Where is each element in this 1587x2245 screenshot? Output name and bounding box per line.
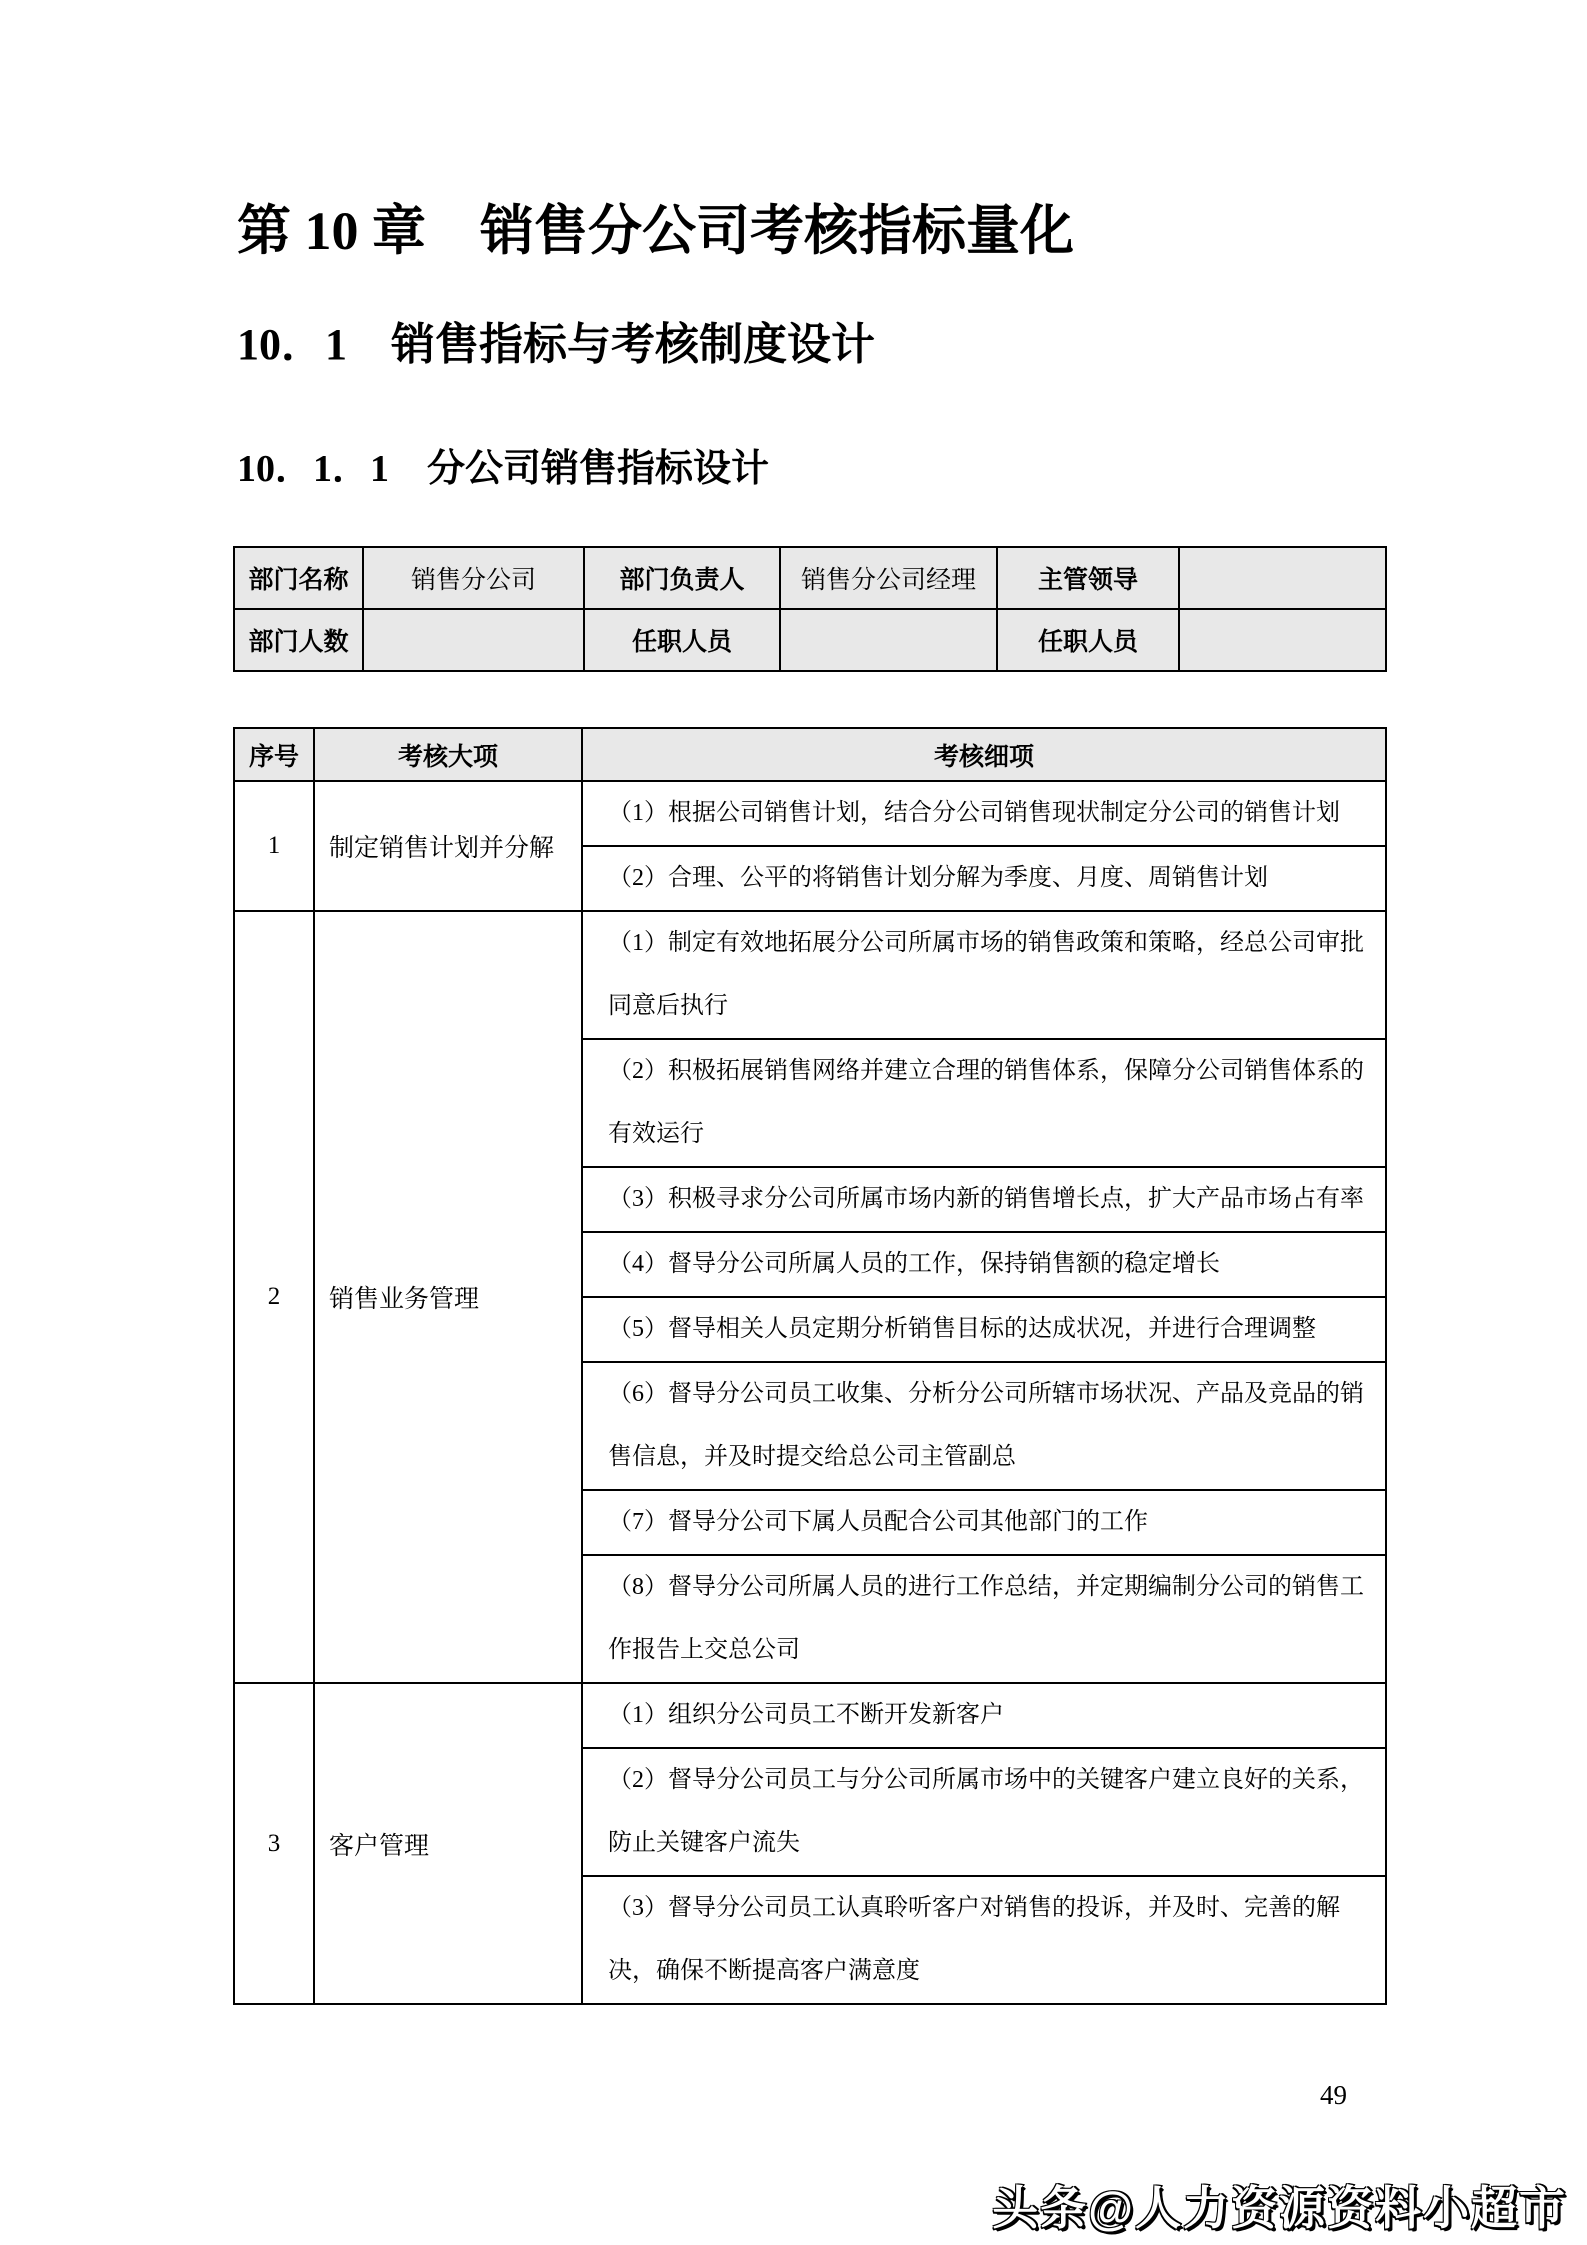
table-row [234,911,1386,1039]
dept-name-value: 销售分公司 [363,547,584,609]
incumbent-label-1: 任职人员 [584,609,780,671]
detail-cell: （5）督导相关人员定期分析销售目标的达成状况，并进行合理调整 [582,1297,1386,1362]
detail-cell: （1）组织分公司员工不断开发新客户 [582,1683,1386,1748]
detail-cell: （1）根据公司销售计划，结合分公司销售现状制定分公司的销售计划 [582,781,1386,846]
detail-cell: （4）督导分公司所属人员的工作，保持销售额的稳定增长 [582,1232,1386,1297]
dept-head-label: 部门负责人 [584,547,780,609]
detail-cell: （2）合理、公平的将销售计划分解为季度、月度、周销售计划 [582,846,1386,911]
detail-cell: （2）督导分公司员工与分公司所属市场中的关键客户建立良好的关系，防止关键客户流失 [582,1748,1386,1876]
dept-head-value: 销售分公司经理 [780,547,997,609]
section-title: 10．1 销售指标与考核制度设计 [237,320,875,369]
assessment-table [233,727,1387,2005]
detail-cell: （6）督导分公司员工收集、分析分公司所辖市场状况、产品及竞品的销售信息，并及时提交给总公司主管副总 [582,1362,1386,1490]
detail-cell: （3）积极寻求分公司所属市场内新的销售增长点，扩大产品市场占有率 [582,1167,1386,1232]
detail-cell: （8）督导分公司所属人员的进行工作总结，并定期编制分公司的销售工作报告上交总公司 [582,1555,1386,1683]
incumbent-label-2: 任职人员 [997,609,1179,671]
info-row-2 [234,609,1386,671]
dept-count-label: 部门人数 [234,609,363,671]
dept-count-value [363,609,584,671]
serial-cell: 3 [234,1683,314,2004]
serial-cell: 2 [234,911,314,1683]
detail-cell: （3）督导分公司员工认真聆听客户对销售的投诉，并及时、完善的解决，确保不断提高客户满意度 [582,1876,1386,2004]
header-category: 考核大项 [314,728,582,781]
header-serial: 序号 [234,728,314,781]
table-row [234,781,1386,846]
detail-cell: （1）制定有效地拓展分公司所属市场的销售政策和策略，经总公司审批同意后执行 [582,911,1386,1039]
page-number: 49 [1320,2080,1347,2110]
info-row-1 [234,547,1386,609]
category-cell: 制定销售计划并分解 [314,781,582,911]
detail-cell: （7）督导分公司下属人员配合公司其他部门的工作 [582,1490,1386,1555]
header-detail: 考核细项 [582,728,1386,781]
category-cell: 销售业务管理 [314,911,582,1683]
supervisor-label: 主管领导 [997,547,1179,609]
department-info-table [233,546,1387,672]
serial-cell: 1 [234,781,314,911]
table-row [234,1683,1386,1748]
detail-cell: （2）积极拓展销售网络并建立合理的销售体系，保障分公司销售体系的有效运行 [582,1039,1386,1167]
incumbent-value-2 [1179,609,1386,671]
category-cell: 客户管理 [314,1683,582,2004]
chapter-title: 第 10 章 销售分公司考核指标量化 [237,201,1074,261]
assessment-header-row [234,728,1386,781]
dept-name-label: 部门名称 [234,547,363,609]
watermark-text: 头条@人力资源资料小超市 [992,2182,1567,2234]
incumbent-value-1 [780,609,997,671]
supervisor-value [1179,547,1386,609]
subsection-title: 10．1．1 分公司销售指标设计 [237,448,770,490]
